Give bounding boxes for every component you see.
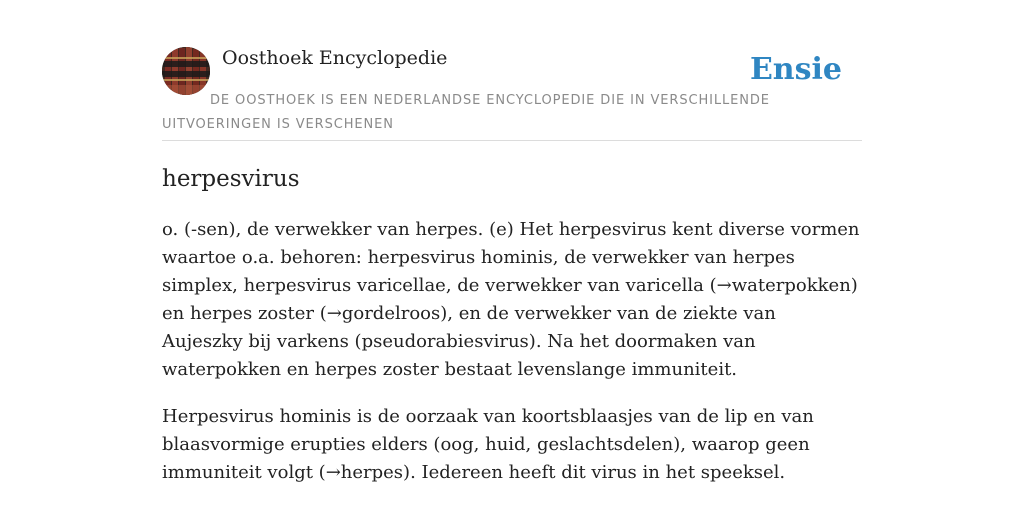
paragraph-text: o. (-sen), de verwekker van herpes. (e) Het herpesvirus kent diverse vormen waartoe o.a. behoren: herpesvirus hominis, de verwekker van herpes simplex, herpesvirus varicellae, de verwekker van varicella ( — [162, 219, 860, 296]
entry-paragraph — [162, 216, 862, 384]
paragraph-text: Herpesvirus hominis is de oorzaak van koortsblaasjes van de lip en van blaasvormige erupties elders (oog, huid, geslachtsdelen), waarop geen immuniteit volgt ( — [162, 406, 814, 483]
source-subtitle: DE OOSTHOEK IS EEN NEDERLANDSE ENCYCLOPEDIE DIE IN VERSCHILLENDE UITVOERINGEN IS VERSCHENEN — [162, 93, 770, 132]
paragraph-text: ). Iedereen heeft dit virus in het speeksel. — [403, 462, 786, 483]
entry-paragraph — [162, 403, 862, 487]
content-container — [162, 0, 862, 483]
ensie-logo-link[interactable]: Ensie — [749, 52, 842, 87]
paragraph-text: ), en de verwekker van de ziekte van Aujeszky bij varkens (pseudorabiesvirus). Na het doormaken van waterpokken en herpes zoster bestaat levenslange immuniteit. — [162, 303, 776, 380]
entry-title: herpesvirus — [162, 166, 300, 192]
link-waterpokken[interactable]: →waterpokken — [716, 275, 851, 296]
entry-body — [162, 216, 862, 506]
encyclopedia-books-icon[interactable] — [162, 47, 210, 95]
source-header — [162, 0, 862, 141]
source-title[interactable]: Oosthoek Encyclopedie — [222, 47, 448, 69]
link-gordelroos[interactable]: →gordelroos — [326, 303, 441, 324]
link-herpes[interactable]: →herpes — [325, 462, 404, 483]
paragraph-text: ) en herpes zoster ( — [162, 275, 858, 324]
